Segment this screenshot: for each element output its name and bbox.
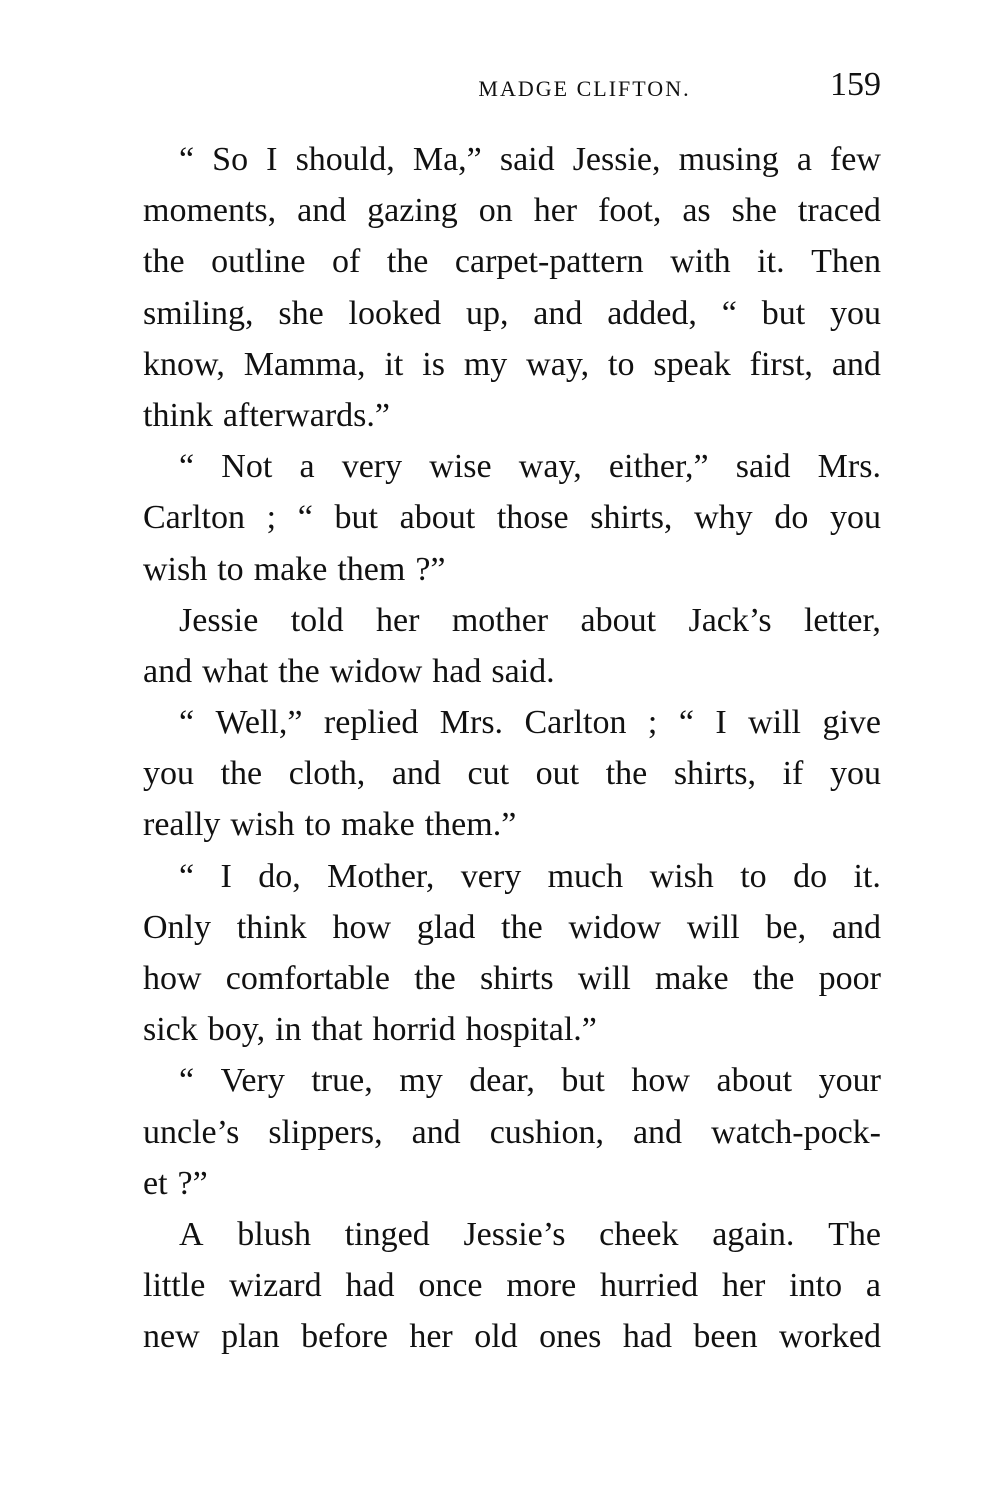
word: had: [432, 652, 482, 690]
text-line: [143, 851, 881, 902]
word: slippers,: [268, 1113, 383, 1151]
word: be,: [765, 908, 807, 946]
word: Jessie’s: [463, 1215, 566, 1253]
word: Well,”: [215, 704, 303, 742]
word: Mamma,: [243, 345, 366, 383]
word: know,: [143, 345, 225, 383]
word: “: [678, 704, 694, 742]
word: out: [535, 755, 580, 793]
word: ?”: [415, 550, 446, 588]
word: your: [818, 1062, 881, 1100]
word: “: [297, 499, 313, 537]
word: but: [761, 294, 806, 332]
word: and: [297, 192, 347, 230]
word: watch-pock-: [711, 1113, 881, 1151]
word: and: [632, 1113, 683, 1151]
word: and: [411, 1113, 461, 1151]
word: but: [334, 499, 378, 537]
text-line: [143, 799, 881, 850]
word: way,: [526, 345, 590, 383]
word: Not: [221, 448, 273, 486]
word: her: [376, 601, 420, 639]
word: new: [143, 1318, 200, 1356]
word: it.: [757, 243, 785, 281]
word: Mrs.: [439, 704, 504, 742]
word: “: [721, 294, 737, 332]
word: been: [693, 1318, 758, 1356]
word: foot,: [598, 192, 662, 230]
word: into: [789, 1267, 843, 1305]
word: and: [143, 652, 193, 690]
word: glad: [416, 908, 476, 946]
word: and: [831, 345, 881, 383]
word: you: [143, 755, 194, 793]
word: very: [341, 448, 403, 486]
word: will: [748, 704, 802, 742]
word: cloth,: [288, 755, 366, 793]
word: either,”: [608, 448, 709, 486]
word: that: [311, 1011, 363, 1049]
word: how: [631, 1062, 690, 1100]
text-line: [143, 441, 881, 492]
text-line: [143, 185, 881, 236]
word: musing: [678, 141, 779, 178]
word: “: [179, 1062, 195, 1100]
text-line: [143, 646, 881, 697]
word: think: [236, 908, 307, 946]
text-line: [143, 288, 881, 339]
word: to: [304, 806, 332, 844]
word: you: [829, 499, 881, 537]
page-number: 159: [830, 66, 881, 103]
text-line: [143, 134, 881, 185]
word: horrid: [372, 1011, 456, 1049]
word: mother: [451, 601, 549, 639]
word: cushion,: [489, 1113, 604, 1151]
word: in: [275, 1011, 302, 1049]
word: looked: [348, 294, 442, 332]
word: “: [179, 704, 195, 742]
text-line: [143, 339, 881, 390]
word: a: [796, 141, 812, 178]
word: true,: [311, 1062, 373, 1100]
word: blush: [237, 1215, 311, 1253]
word: give: [822, 704, 881, 742]
text-line: [143, 1055, 881, 1106]
running-title: MADGE CLIFTON.: [478, 76, 691, 101]
word: I: [220, 857, 232, 895]
word: more: [506, 1267, 577, 1305]
word: Carlton: [524, 704, 627, 742]
word: wish: [143, 550, 208, 588]
text-line: [143, 953, 881, 1004]
word: shirts: [479, 960, 554, 997]
word: shirts,: [590, 499, 673, 537]
text-line: [143, 595, 881, 646]
text-line: [143, 544, 881, 595]
word: had: [345, 1267, 395, 1305]
word: much: [547, 857, 624, 895]
text-line: [143, 390, 881, 441]
word: sick: [143, 1011, 198, 1049]
word: really: [143, 806, 221, 844]
word: and: [391, 755, 441, 793]
word: Then: [811, 243, 881, 281]
word: shirts,: [673, 755, 757, 793]
word: smiling,: [143, 294, 254, 332]
word: of: [332, 243, 361, 281]
word: about: [716, 1062, 793, 1100]
word: “: [179, 857, 195, 895]
word: make: [341, 806, 415, 844]
word: I: [266, 141, 278, 178]
word: plan: [221, 1318, 280, 1356]
text-line: [143, 1158, 881, 1209]
text-line: [143, 902, 881, 953]
word: you: [829, 294, 881, 332]
word: should,: [295, 141, 395, 178]
word: the: [752, 960, 795, 997]
body-text: [143, 134, 881, 1363]
word: them.”: [424, 806, 517, 844]
word: speak: [653, 345, 731, 383]
word: wise: [429, 448, 492, 486]
text-line: [143, 748, 881, 799]
word: up,: [465, 294, 509, 332]
word: old: [474, 1318, 518, 1356]
word: outline: [211, 243, 306, 281]
word: traced: [797, 192, 881, 230]
word: as: [682, 192, 711, 230]
word: do: [793, 857, 828, 895]
word: her: [409, 1318, 453, 1356]
word: a: [299, 448, 315, 486]
word: Ma,”: [412, 141, 482, 178]
word: think: [143, 396, 213, 434]
word: do,: [258, 857, 301, 895]
word: the: [501, 908, 543, 946]
word: “: [179, 448, 195, 486]
word: make: [253, 550, 328, 588]
running-head: [143, 66, 881, 116]
word: worked: [779, 1318, 881, 1356]
text-line: [143, 492, 881, 543]
word: how: [332, 908, 392, 946]
word: the: [605, 755, 648, 793]
word: them: [337, 550, 406, 588]
word: with: [670, 243, 731, 281]
word: if: [782, 755, 804, 793]
word: had: [622, 1318, 672, 1356]
text-line: [143, 1209, 881, 1260]
word: cheek: [599, 1215, 679, 1253]
word: uncle’s: [143, 1113, 240, 1151]
word: will: [577, 960, 631, 997]
word: ;: [266, 499, 277, 537]
word: et: [143, 1164, 168, 1202]
word: moments,: [143, 192, 277, 230]
word: poor: [818, 960, 881, 997]
word: “: [179, 141, 195, 178]
word: Jessie,: [572, 141, 661, 178]
word: it.: [853, 857, 881, 895]
word: on: [478, 192, 513, 230]
text-line: [143, 1311, 881, 1362]
word: the: [278, 652, 320, 690]
word: added,: [607, 294, 697, 332]
word: gazing: [367, 192, 458, 230]
word: way,: [518, 448, 582, 486]
word: ;: [647, 704, 658, 742]
word: hospital.”: [465, 1011, 597, 1049]
word: the: [386, 243, 429, 281]
word: the: [220, 755, 263, 793]
word: said: [735, 448, 791, 486]
word: told: [290, 601, 344, 639]
word: ones: [539, 1318, 602, 1356]
word: widow: [568, 908, 662, 946]
word: hurried: [599, 1267, 699, 1305]
word: she: [731, 192, 777, 230]
text-line: [143, 1004, 881, 1055]
word: you: [829, 755, 881, 793]
word: the: [414, 960, 456, 997]
text-line: [143, 236, 881, 287]
word: Jack’s: [688, 601, 772, 639]
word: wish: [230, 806, 295, 844]
word: what: [202, 652, 269, 690]
word: said: [499, 141, 555, 178]
word: little: [143, 1267, 206, 1305]
text-line: [143, 1107, 881, 1158]
word: to: [740, 857, 767, 895]
word: dear,: [469, 1062, 535, 1100]
word: about: [399, 499, 476, 537]
text-line: [143, 697, 881, 748]
word: about: [580, 601, 657, 639]
word: Very: [220, 1062, 285, 1100]
word: wizard: [229, 1267, 322, 1305]
word: how: [143, 960, 202, 997]
word: a: [865, 1267, 881, 1305]
word: first,: [749, 345, 813, 383]
word: boy,: [207, 1011, 266, 1049]
word: comfortable: [225, 960, 391, 997]
word: my: [463, 345, 508, 383]
word: Mrs.: [817, 448, 881, 486]
word: The: [828, 1215, 881, 1253]
word: her: [533, 192, 578, 230]
word: widow: [329, 652, 423, 690]
word: once: [418, 1267, 483, 1305]
word: carpet-pattern: [454, 243, 644, 281]
word: those: [496, 499, 569, 537]
word: cut: [467, 755, 510, 793]
word: A: [179, 1215, 204, 1253]
word: said.: [491, 652, 555, 690]
word: my: [399, 1062, 443, 1100]
word: few: [829, 141, 881, 178]
word: and: [533, 294, 583, 332]
word: but: [561, 1062, 605, 1100]
word: will: [686, 908, 740, 946]
word: So: [212, 141, 249, 178]
word: to: [217, 550, 244, 588]
word: is: [422, 345, 445, 383]
word: before: [301, 1318, 388, 1356]
text-line: [143, 1260, 881, 1311]
word: her: [721, 1267, 766, 1305]
word: it: [384, 345, 404, 383]
word: I: [715, 704, 727, 742]
word: afterwards.”: [222, 396, 390, 434]
word: she: [278, 294, 324, 332]
word: to: [608, 345, 635, 383]
word: replied: [323, 704, 419, 742]
word: why: [694, 499, 753, 537]
word: ?”: [177, 1164, 208, 1202]
word: Mother,: [327, 857, 435, 895]
word: letter,: [803, 601, 881, 639]
word: Carlton: [143, 499, 245, 537]
word: again.: [712, 1215, 795, 1253]
word: very: [460, 857, 522, 895]
word: the: [143, 243, 185, 281]
word: Only: [143, 908, 211, 946]
word: and: [831, 908, 881, 946]
word: wish: [649, 857, 714, 895]
word: make: [654, 960, 729, 997]
word: do: [774, 499, 809, 537]
word: Jessie: [179, 601, 259, 639]
word: tinged: [344, 1215, 430, 1253]
